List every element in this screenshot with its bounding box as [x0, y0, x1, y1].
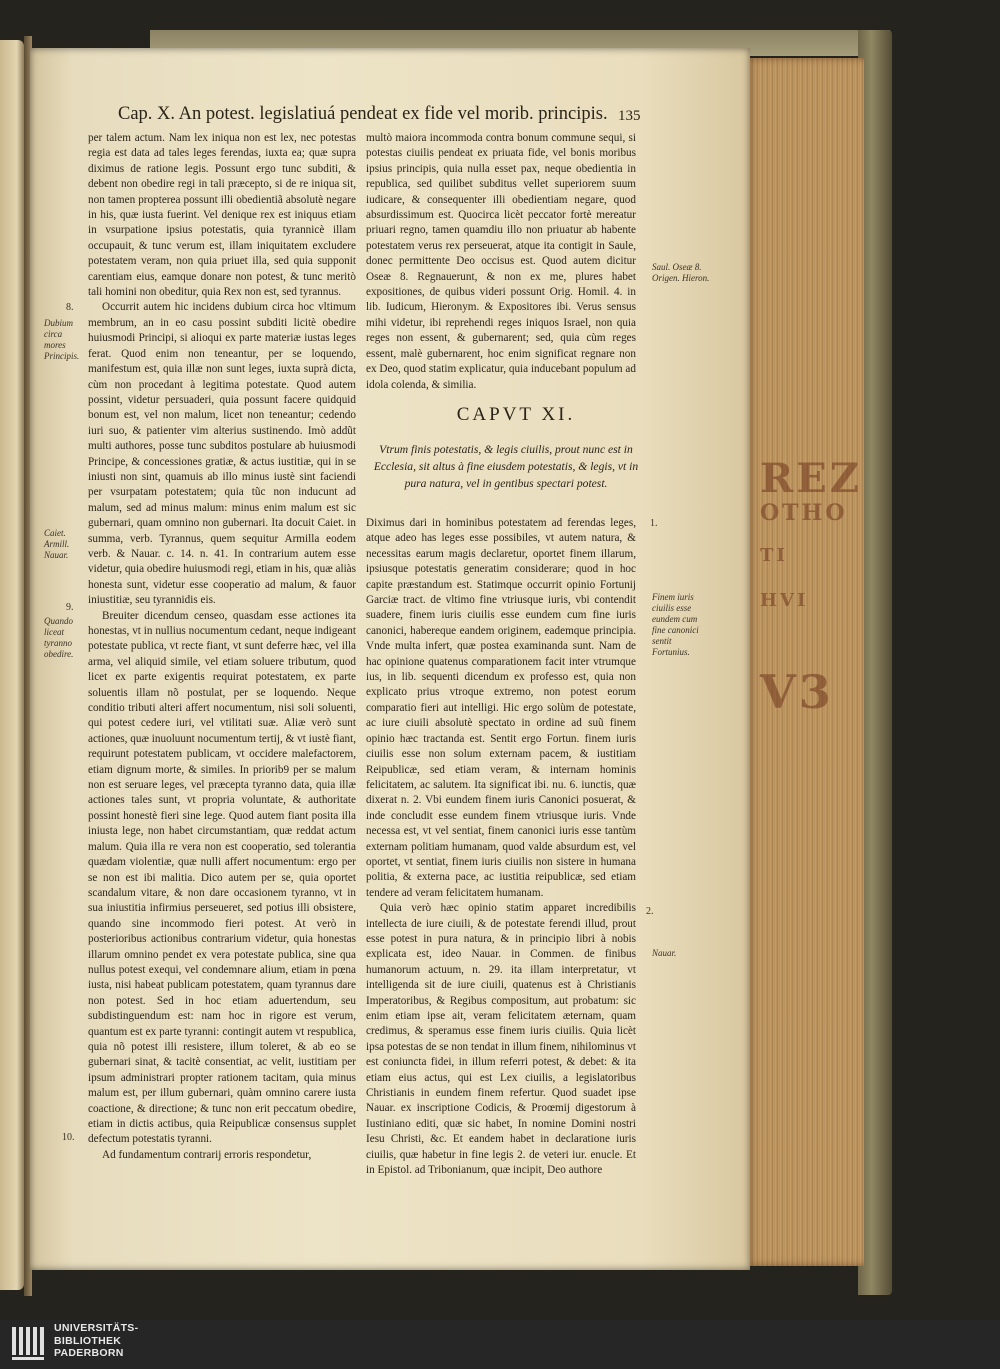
- margin-number: 2.: [646, 906, 654, 917]
- paragraph: Quia verò hæc opinio statim apparet incredibilis intellecta de iure ciuili, & de potestate ferendi illud, prout esse potest in pura natura, & in principio libri à nobis explicata est, ideo Nauar. in Commen. de finibus humanorum actuum, n. 29. ita illam interpretatur, vt intelligenda sit de iure ciuili, quatenus est à Christianis Imperatoribus, & Regibus compositum, aut probatum: sic enim etiam ipse ait, veram felicitatem æternam, quam credimus, & speramus esse finem iuris ciuilis. Quia licèt ipsa potestas de se non tendat in illum finem, nihilominus vt est coniuncta fidei, in illum referri potest, & debet: & ita etiam eius actus, qui est Lex ciuilis, a legislatoribus Christianis in eundem finem refertur. Quod suadet ipse Nauar. ex inscriptione Codicis, & Proœmij digestorum à Iustiniano editi, quæ sic habet, In nomine Domini nostri Iesu Christi, &c. Et eandem habet in declaratione iuris ciuilis, quæ habetur in fine legis 2. de veteri iur. enucle. Et in Epistol. ad Tribonianum, quæ incipit, Deo authore: [366, 902, 636, 1177]
- margin-number: 8.: [66, 302, 74, 313]
- margin-note: Dubium circa mores Principis.: [44, 318, 80, 361]
- paragraph: Ad fundamentum contrarij erroris respondetur,: [102, 1148, 312, 1161]
- fore-edge: [744, 58, 864, 1266]
- library-logo-icon: [10, 1323, 46, 1365]
- margin-number: 9.: [66, 602, 74, 613]
- library-name-line: PADERBORN: [54, 1347, 124, 1359]
- page-number: 135: [618, 108, 641, 124]
- margin-number: 1.: [650, 518, 658, 529]
- running-head: [118, 104, 658, 125]
- margin-note: Finem iuris ciuilis esse eundem cum fine canonici sentit Fortunius.: [652, 592, 699, 657]
- paragraph: Breuiter dicendum censeo, quasdam esse actiones ita honestas, vt in nullius nocumentum cedant, neque indigeant potestate publica, vt recte fiant, vt sunt deferre hæc, vel illa arma, vel aliquid simile, vel etiam soluere tributum, quod licet ex parte exigentis requirat potestatem, ex parte soluentis illam nõ postulat, per se loquendo. Neque conditio tributi alteri affert nocumentum, nisi soli soluenti, qui potest cedere iuri, vel vtilitati suæ. Aliæ verò sunt actiones, quæ inuoluunt nocumentum tertij, & vt iustè fiant, requirunt potestatem publicam, vt occidere malefactorem, etiam dignum morte, & similes. In priorib9 per se malum non est seruare leges, vel præcepta tyranno data, quia illæ actiones tales sunt, vt propria voluntate, & authoritate possint honestè fieri sine lege. Quod autem fiant posita illa iniusta lege, non habet circumstantiam, quæ reddat actum malum. Quia illa re vera non est cooperatio, sed tolerantia quædam violentiæ, quæ nulli affert nocumentum: ergo per se non est ibi malitia. Dico autem per se, quia oportet scandalum vitare, & non dare occasionem tyranno, vt in sua iniustitia infirmius perseueret, sed potius illi obsistere, quando sine incommodo fieri potest. At verò in posterioribus actionibus contrarium videtur, quia honestas illarum omnino pendet ex vera potestate publica, sine qua nullus potest exequi, vel condemnare alium, etiam in pœna iusta, nisi habeat publicam potestatem, quam tyrannus dare non potest. Sed in hoc etiam aduertendum, seu subdistinguendum est: nam hoc in rigore est verum, quantum est ex parte tyranni: contingit autem vt respublica, quia nõ potest illi resistere, illum toleret, & ab eo se gubernari sinat, & tacitè consentiat, ac velit, iustitiam per ipsum administrari propter rationem tacitam, quia minus malum est, per illum gubernari, quàm omnino carere iusta coactione, & directione; & tunc non erit peccatum obedire, etiam in dictis actibus, quia Reipublicæ consensus supplet defectum potestatis tyranni.: [88, 609, 356, 1146]
- chapter-title: CAPVT XI.: [456, 404, 576, 425]
- library-name: [54, 1322, 138, 1360]
- margin-note: Caiet. Armill. Nauar.: [44, 528, 70, 560]
- fore-edge-mark: HVI: [760, 590, 809, 611]
- left-page-edge: [0, 40, 24, 1290]
- right-text-column-bottom: [366, 516, 636, 1178]
- fore-edge-mark: V3: [760, 665, 834, 719]
- footer-bar: [0, 1320, 1000, 1369]
- paragraph: Diximus dari in hominibus potestatem ad ferendas leges, atque adeo has leges esse possibiles, vt autem natura, & necessitas earum magis declaretur, oportet finem illarum, ipsiusque potestatis generatim considerare; quod in hoc capite præstandum est. Statimque occurrit opinio Fortunij Garciæ tract. de vltimo fine vtriusque iuris, vbi contendit suadere, finem iuris ciuilis esse eundem cum fine iuris canonici, habereque eandem originem, eademque principia. Vnde multa infert, quæ postea examinanda sunt. Nam de hac opinione quatenus comparationem facit inter vtrumque ius, in lib. sequenti dicendum ex professo est, quia non explicato prius vtroque extremo, non potest eorum comparatio fieri aut intelligi. Hic ergo solùm de potestate, ac iure ciuili absolutè spectato in ordine ad suũ finem opinio hæc tractanda est. Sentit ergo Fortun. finem iuris ciuilis esse non solum externam pacem, & iustitiam Reipublicæ, sed etiam veram, & internam hominis felicitatem, ac salutem. Ita significat ibi. nu. 6. iunctis, quæ dixerat n. 2. Vbi eundem finem iuris Canonici posuerat, & inde concludit esse eundem finem vtriusque iuris. Vnde necessa est, vt vel sentiat, finem canonici iuris esse tantùm externam politiam humanam, quod valde absurdum est, vel oportet, vt sentiat, finem iuris ciuilis non sistere in humana politia, & externa pace, ac iustitia reipublicæ, sed etiam tendere ad veram felicitatem humanam.: [366, 517, 636, 899]
- margin-number: 10.: [62, 1132, 75, 1143]
- library-name-line: UNIVERSITÄTS-: [54, 1322, 139, 1334]
- library-name-line: BIBLIOTHEK: [54, 1334, 122, 1347]
- right-text-column-top: [366, 131, 636, 393]
- paragraph: per talem actum. Nam lex iniqua non est lex, nec potestas regia est data ad tales leges ferendas, iuxta ea; quæ supra diximus de ratione legis. Possunt ergo tunc subditi, & debent non obedire regi in tali præcepto, si de re iniqua sit, non tamen propterea possunt illi obedientiã absolutè negare in his, quæ iusta fuerint. Vel denique rex est iniquus etiam in vsurpatione ipsius potestatis, quia tyrannicè illam occupauit, & tunc verum est, illam iniquitatem excludere potestatem veram, non quia priuet illa, sed quia supponit carentiam eius, eamque donare non potest, & tunc meritò tali homini non obeditur, quia Rex non est, sed tyrannus.: [88, 132, 356, 299]
- chapter-subtitle: Vtrum finis potestatis, & legis ciuilis, prout nunc est in Ecclesia, sit altus à fine eiusdem potestatis, & legis, vt in pura natura, vel in gentibus spectari potest.: [373, 443, 639, 490]
- margin-note: Saul. Oseæ 8. Origen. Hieron.: [652, 262, 710, 283]
- margin-note: Nauar.: [652, 948, 677, 958]
- fore-edge-mark: TI: [760, 545, 788, 566]
- fore-edge-mark: OTHO: [760, 500, 848, 526]
- paragraph: multò maiora incommoda contra bonum commune sequi, si potestas ciuilis pendeat ex priuata fide, vel bonis moribus ipsius principis, quia nulla esset pax, neque obedientia in republica, sed quilibet subditus vellet superiorem suum iudicare, & consequenter illi obedientiam negare, quod absurdissimum est. Quocirca licèt peccator fortè mereatur priuari regno, tamen quamdiu illo non priuatur ab habente potestatem verus rex perseuerat, atque ita contigit in Saule, donec permittente Deo occisus est. Quod autem dicitur Oseæ 8. Regnauerunt, & non ex me, plures habet expositiones, de quibus videri possunt Orig. Homil. 4. in lib. Iudicum, Hieronym. & Expositores ibi. Verus sensus mihi videtur, ibi reprehendi reges iniquos Israel, non quia reges non essent, & gubernarent; sed, quia cùm reges essent, malè gubernarent, hoc enim significat regnare non ex Deo, quod statim explicatur, quia inducebant populum ad idola colenda, & similia.: [366, 132, 636, 391]
- left-text-column: [88, 131, 356, 1163]
- running-head-title: Cap. X. An potest. legislatiuá pendeat ex fide vel morib. principis.: [118, 104, 608, 124]
- margin-note: Quando liceat tyranno obedire.: [44, 616, 74, 659]
- fore-edge-mark: REZ: [760, 455, 862, 502]
- paragraph: Occurrit autem hic incidens dubium circa hoc vltimum membrum, an in eo casu possint subditi licitè obedire huiusmodi Principi, si alioqui ex parte materiæ iustas leges ferat. Quod enim non teneantur, per se loquendo, manifestum est, quia illæ non sunt leges, iuxta suprà dicta, cùm non procedant à legitima potestate. Quod autem possint, videtur persuaderi, quia possunt facere quidquid bonum est, vel non malum, licet non teneantur; cedendo iuri suo, & patienter vim alterius sustinendo. Imò addũt multi authores, posse tunc subditos postulare ab huiusmodi Principe, & concessiones gratiæ, & actus iustitiæ, qui in se iniusti non sint, quamuis ab illo minus iustè sint faciendi per vsurpatam potestatem; quia tũc non inducunt ad malum, sed ad minus malum: minus enim malum est sic gubernari, quam omnino non gubernari. Ita docuit Caiet. in summa, verb. Tyrannus, quem sequitur Armilla eodem verb. & Nauar. c. 14. n. 41. In contrarium autem esse videtur, quia obedire huiusmodi regi, etiam in his, quæ aliàs honesta sunt, videtur esse cooperatio ad malum, & fauor iniustitiæ, seu tyrannidis eis.: [88, 301, 357, 607]
